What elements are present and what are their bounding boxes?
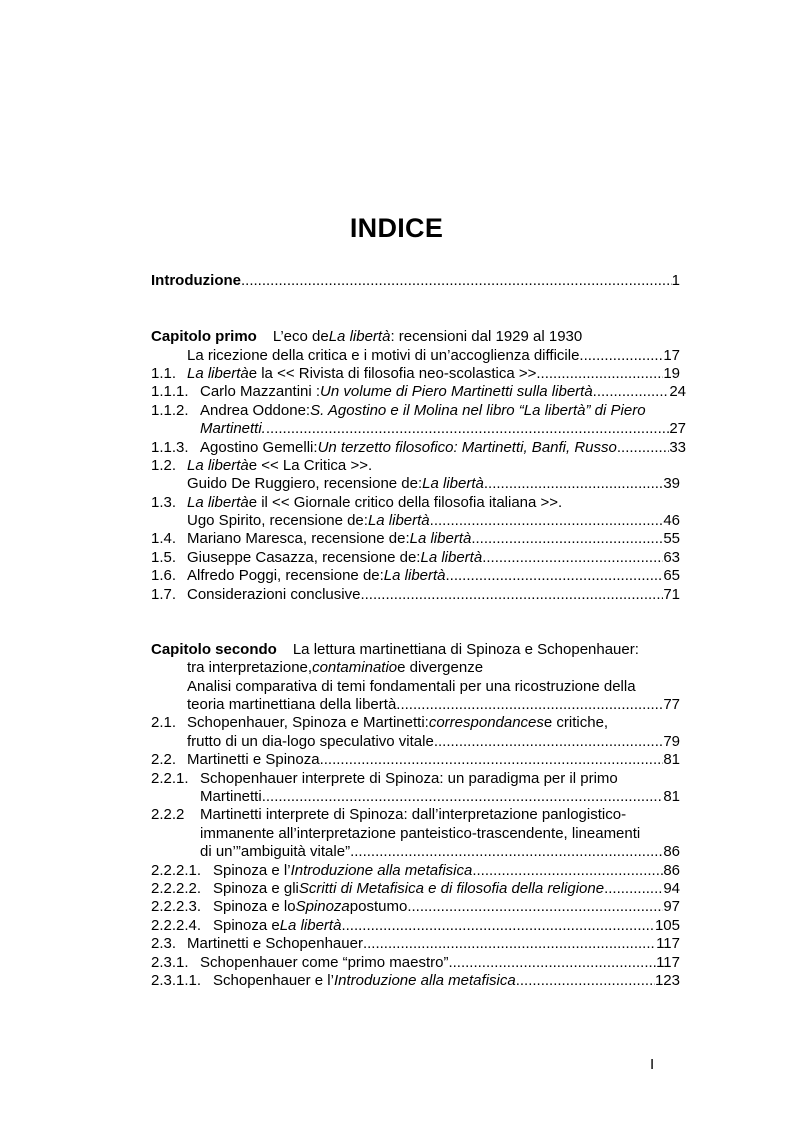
toc-entry-1-5[interactable] (151, 548, 680, 567)
toc-label: Martinetti (200, 788, 262, 805)
toc-label: La libertà (409, 530, 472, 547)
toc-page: 105 (654, 917, 680, 934)
leader-dots (579, 346, 663, 365)
toc-entry-2-2-2-3[interactable] (151, 897, 680, 916)
chapter-title-part: L’eco de (272, 328, 329, 345)
leader-dots (396, 695, 663, 714)
toc-page: 81 (663, 788, 680, 805)
toc-page: 71 (663, 586, 680, 603)
chapter-title-part: La lettura martinettiana di Spinoza e Schopenhauer: (292, 641, 639, 658)
chapter-title-part: : recensioni dal 1929 al 1930 (390, 328, 583, 345)
toc-entry-1-3[interactable] (151, 493, 691, 512)
leader-dots (484, 474, 663, 493)
section-number: 2.2.1. (151, 770, 189, 787)
section-number: 2.2.2 (151, 806, 185, 823)
leader-dots (360, 585, 663, 604)
toc-entry-2-2-1-cont[interactable] (200, 787, 680, 806)
toc-entry-2-2-2-cont[interactable] (200, 824, 691, 843)
toc-entry-ch2-intro-cont[interactable] (187, 695, 680, 714)
toc-page: 65 (663, 567, 680, 584)
leader-dots (407, 897, 663, 916)
chapter-heading-2-cont[interactable] (187, 658, 687, 677)
toc-entry-1-2[interactable] (151, 456, 680, 475)
toc-entry-2-2-2-2[interactable] (151, 879, 680, 898)
leader-dots (434, 732, 664, 751)
toc-entry-2-2[interactable] (151, 750, 680, 769)
toc-label: e il << Giornale critico della filosofia italiana >>. (248, 494, 563, 511)
leader-dots (471, 529, 663, 548)
toc-entry-ch2-intro[interactable] (187, 677, 687, 696)
toc-label: Agostino Gemelli: (200, 439, 318, 456)
toc-label: Andrea Oddone: (200, 402, 311, 419)
leader-dots (446, 566, 664, 585)
toc-label: Scritti di Metafisica e di filosofia della religione (298, 880, 605, 897)
toc-label: Introduzione alla metafisica (333, 972, 516, 989)
toc-label: Carlo Mazzantini : (200, 383, 321, 400)
leader-dots (241, 271, 672, 290)
toc-page: 63 (663, 549, 680, 566)
toc-label: postumo (349, 898, 408, 915)
toc-entry-introduzione[interactable] (151, 271, 680, 290)
toc-label: Spinoza e gli (213, 880, 299, 897)
toc-label: Spinoza e lo (213, 898, 296, 915)
leader-dots (516, 971, 655, 990)
toc-label: La libertà (422, 475, 484, 492)
toc-entry-1-1-2-cont[interactable] (200, 419, 686, 438)
page-number: I (650, 1056, 655, 1073)
section-number: 2.3.1.1. (151, 972, 202, 989)
toc-label: Martinetti. (200, 420, 266, 437)
toc-label: e critiche, (543, 714, 609, 731)
toc-label: Spinoza (295, 898, 350, 915)
toc-entry-ch1-intro[interactable] (187, 346, 680, 365)
toc-label: Alfredo Poggi, recensione de: (187, 567, 384, 584)
toc-label: e << La Critica >>. (248, 457, 373, 474)
toc-entry-2-1-cont[interactable] (187, 732, 680, 751)
leader-dots (363, 934, 656, 953)
section-number: 1.1.3. (151, 439, 189, 456)
chapter-title-italic: contaminatio (312, 659, 398, 676)
toc-label: Analisi comparativa di temi fondamentali per una ricostruzione della (187, 678, 636, 695)
toc-page: 1 (671, 272, 680, 289)
leader-dots (262, 787, 664, 806)
toc-entry-2-2-2[interactable] (151, 805, 691, 824)
toc-entry-2-3[interactable] (151, 934, 680, 953)
leader-dots (536, 364, 663, 383)
toc-page: 117 (656, 954, 680, 971)
toc-entry-2-2-2-cont2[interactable] (200, 842, 680, 861)
toc-entry-2-1[interactable] (151, 713, 691, 732)
chapter-title-italic: La libertà (328, 328, 391, 345)
toc-entry-1-4[interactable] (151, 529, 680, 548)
leader-dots (341, 916, 655, 935)
section-number: 2.2.2.1. (151, 862, 202, 879)
toc-label: Introduzione (151, 272, 241, 289)
leader-dots (320, 750, 664, 769)
leader-dots (350, 842, 663, 861)
section-number: 1.1.2. (151, 402, 189, 419)
toc-label: La ricezione della critica e i motivi di un’accoglienza difficile (187, 347, 580, 364)
toc-page: 117 (656, 935, 680, 952)
section-number: 2.1. (151, 714, 177, 731)
toc-entry-2-3-1-1[interactable] (151, 971, 680, 990)
toc-page: 55 (663, 530, 680, 547)
leader-dots (617, 438, 669, 457)
toc-page: 94 (663, 880, 680, 897)
toc-page: 123 (654, 972, 680, 989)
toc-label: di un’”ambiguità vitale” (200, 843, 351, 860)
toc-label: La libertà (187, 494, 249, 511)
toc-entry-2-2-1[interactable] (151, 769, 691, 788)
toc-page: 86 (663, 862, 680, 879)
section-number: 1.6. (151, 567, 177, 584)
section-number: 1.4. (151, 530, 177, 547)
toc-label: Considerazioni conclusive (187, 586, 361, 603)
toc-label: Martinetti e Spinoza (187, 751, 320, 768)
toc-page: 97 (663, 898, 680, 915)
toc-label: S. Agostino e il Molina nel libro “La libertà” di Piero (310, 402, 646, 419)
toc-label: Giuseppe Casazza, recensione de: (187, 549, 421, 566)
section-number: 2.2. (151, 751, 177, 768)
toc-entry-2-3-1[interactable] (151, 953, 680, 972)
section-number: 1.2. (151, 457, 177, 474)
toc-page: 19 (663, 365, 680, 382)
chapter-heading-1[interactable] (151, 327, 711, 346)
toc-label: Mariano Maresca, recensione de: (187, 530, 410, 547)
chapter-title-part: tra interpretazione, (187, 659, 313, 676)
toc-label: Spinoza e l’ (213, 862, 291, 879)
toc-label: correspondances (428, 714, 544, 731)
toc-page: 33 (669, 439, 686, 456)
section-number: 1.5. (151, 549, 177, 566)
section-number: 2.3.1. (151, 954, 189, 971)
leader-dots (593, 382, 670, 401)
leader-dots (472, 861, 663, 880)
toc-entry-2-2-2-4[interactable] (151, 916, 680, 935)
section-number: 2.3. (151, 935, 177, 952)
toc-entry-2-2-2-1[interactable] (151, 861, 680, 880)
leader-dots (604, 879, 663, 898)
toc-page: 86 (663, 843, 680, 860)
toc-label: e la << Rivista di filosofia neo-scolastica >> (248, 365, 537, 382)
toc-label: La libertà (279, 917, 342, 934)
toc-label: Spinoza e (213, 917, 280, 934)
toc-page: 17 (663, 347, 680, 364)
section-number: 1.3. (151, 494, 177, 511)
toc-entry-1-3-cont[interactable] (187, 511, 680, 530)
toc-entry-1-7[interactable] (151, 585, 680, 604)
toc-label: Schopenhauer interprete di Spinoza: un paradigma per il primo (200, 770, 618, 787)
chapter-heading-2[interactable] (151, 640, 711, 659)
toc-label: frutto di un dia-logo speculativo vitale (187, 733, 434, 750)
section-number: 2.2.2.4. (151, 917, 202, 934)
toc-entry-1-6[interactable] (151, 566, 680, 585)
section-number: 2.2.2.3. (151, 898, 202, 915)
section-number: 1.7. (151, 586, 177, 603)
toc-label: Un volume di Piero Martinetti sulla libertà (320, 383, 593, 400)
toc-page: 79 (663, 733, 680, 750)
leader-dots (448, 953, 656, 972)
toc-label: immanente all’interpretazione panteistico-trascendente, lineamenti (200, 825, 641, 842)
toc-page: 81 (663, 751, 680, 768)
toc-entry-1-1-1[interactable] (151, 382, 686, 401)
chapter-label: Capitolo primo (151, 328, 257, 345)
toc-page: 46 (663, 512, 680, 529)
toc-label: Schopenhauer, Spinoza e Martinetti: (187, 714, 429, 731)
toc-entry-1-1-2[interactable] (151, 401, 691, 420)
page-title: INDICE (349, 213, 444, 243)
toc-label: La libertà (383, 567, 446, 584)
chapter-label: Capitolo secondo (151, 641, 277, 658)
leader-dots (482, 548, 663, 567)
toc-entry-1-1[interactable] (151, 364, 680, 383)
toc-label: Introduzione alla metafisica (290, 862, 473, 879)
toc-page: 77 (663, 696, 680, 713)
toc-label: Ugo Spirito, recensione de: (187, 512, 368, 529)
toc-label: La libertà (420, 549, 483, 566)
toc-label: Schopenhauer come “primo maestro” (200, 954, 449, 971)
toc-page: 39 (663, 475, 680, 492)
leader-dots (430, 511, 664, 530)
section-number: 1.1.1. (151, 383, 189, 400)
toc-label: La libertà (367, 512, 430, 529)
toc-label: teoria martinettiana della libertà (187, 696, 397, 713)
toc-label: La libertà (187, 365, 249, 382)
toc-entry-1-2-cont[interactable] (187, 474, 680, 493)
section-number: 2.2.2.2. (151, 880, 202, 897)
toc-label: Guido De Ruggiero, recensione de: (187, 475, 423, 492)
chapter-title-part: e divergenze (397, 659, 484, 676)
toc-entry-1-1-3[interactable] (151, 438, 686, 457)
leader-dots (266, 419, 669, 438)
toc-label: Un terzetto filosofico: Martinetti, Banfi, Russo (317, 439, 617, 456)
toc-label: Martinetti interprete di Spinoza: dall’interpretazione panlogistico- (200, 806, 627, 823)
toc-page: 24 (669, 383, 686, 400)
toc-label: Schopenhauer e l’ (213, 972, 334, 989)
section-number: 1.1. (151, 365, 177, 382)
toc-label: Martinetti e Schopenhauer (187, 935, 363, 952)
toc-label: La libertà (187, 457, 249, 474)
toc-page: 27 (669, 420, 686, 437)
